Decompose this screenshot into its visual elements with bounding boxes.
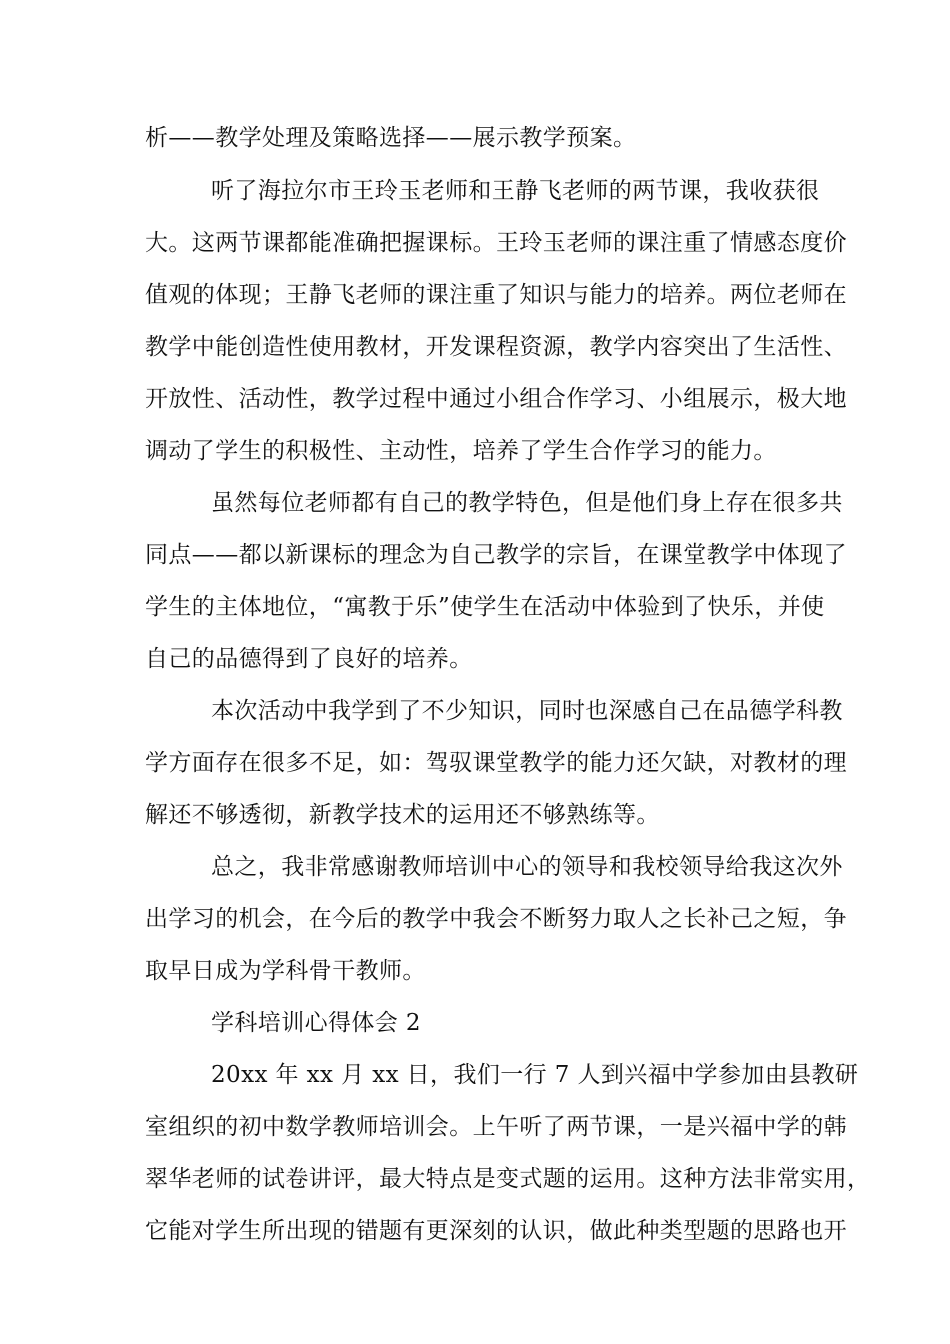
text-line: 调动了学生的积极性、主动性，培养了学生合作学习的能力。 [145,438,777,464]
text-line: 析——教学处理及策略选择——展示教学预案。 [145,125,637,151]
text-line: 值观的体现；王静飞老师的课注重了知识与能力的培养。两位老师在 [145,282,847,308]
paragraph-first-line: 听了海拉尔市王玲玉老师和王静飞老师的两节课，我收获很 [211,178,820,204]
text-line: 学方面存在很多不足，如：驾驭课堂教学的能力还欠缺，对教材的理 [145,750,847,776]
text-line: 解还不够透彻，新教学技术的运用还不够熟练等。 [145,802,660,828]
paragraph-first-line: 总之，我非常感谢教师培训中心的领导和我校领导给我这次外 [211,854,843,880]
text-line: 出学习的机会，在今后的教学中我会不断努力取人之长补己之短，争 [145,906,847,932]
text-line: 它能对学生所出现的错题有更深刻的认识，做此种类型题的思路也开 [145,1218,847,1244]
section-heading: 学科培训心得体会 2 [211,1010,421,1036]
text-line: 开放性、活动性，教学过程中通过小组合作学习、小组展示，极大地 [145,386,847,412]
text-line: 学生的主体地位，“寓教于乐”使学生在活动中体验到了快乐，并使 [145,594,825,620]
text-line: 大。这两节课都能准确把握课标。王玲玉老师的课注重了情感态度价 [145,230,847,256]
text-line: 教学中能创造性使用教材，开发课程资源，教学内容突出了生活性、 [145,334,847,360]
text-line: 翠华老师的试卷讲评，最大特点是变式题的运用。这种方法非常实用， [145,1166,871,1192]
text-line: 室组织的初中数学教师培训会。上午听了两节课，一是兴福中学的韩 [145,1114,847,1140]
text-line: 取早日成为学科骨干教师。 [145,958,426,984]
paragraph-first-line: 20xx 年 xx 月 xx 日，我们一行 7 人到兴福中学参加由县教研 [211,1062,859,1088]
text-line: 自己的品德得到了良好的培养。 [145,646,473,672]
text-line: 同点——都以新课标的理念为自己教学的宗旨，在课堂教学中体现了 [145,542,847,568]
paragraph-first-line: 虽然每位老师都有自己的教学特色，但是他们身上存在很多共 [211,490,843,516]
paragraph-first-line: 本次活动中我学到了不少知识，同时也深感自己在品德学科教 [211,698,843,724]
